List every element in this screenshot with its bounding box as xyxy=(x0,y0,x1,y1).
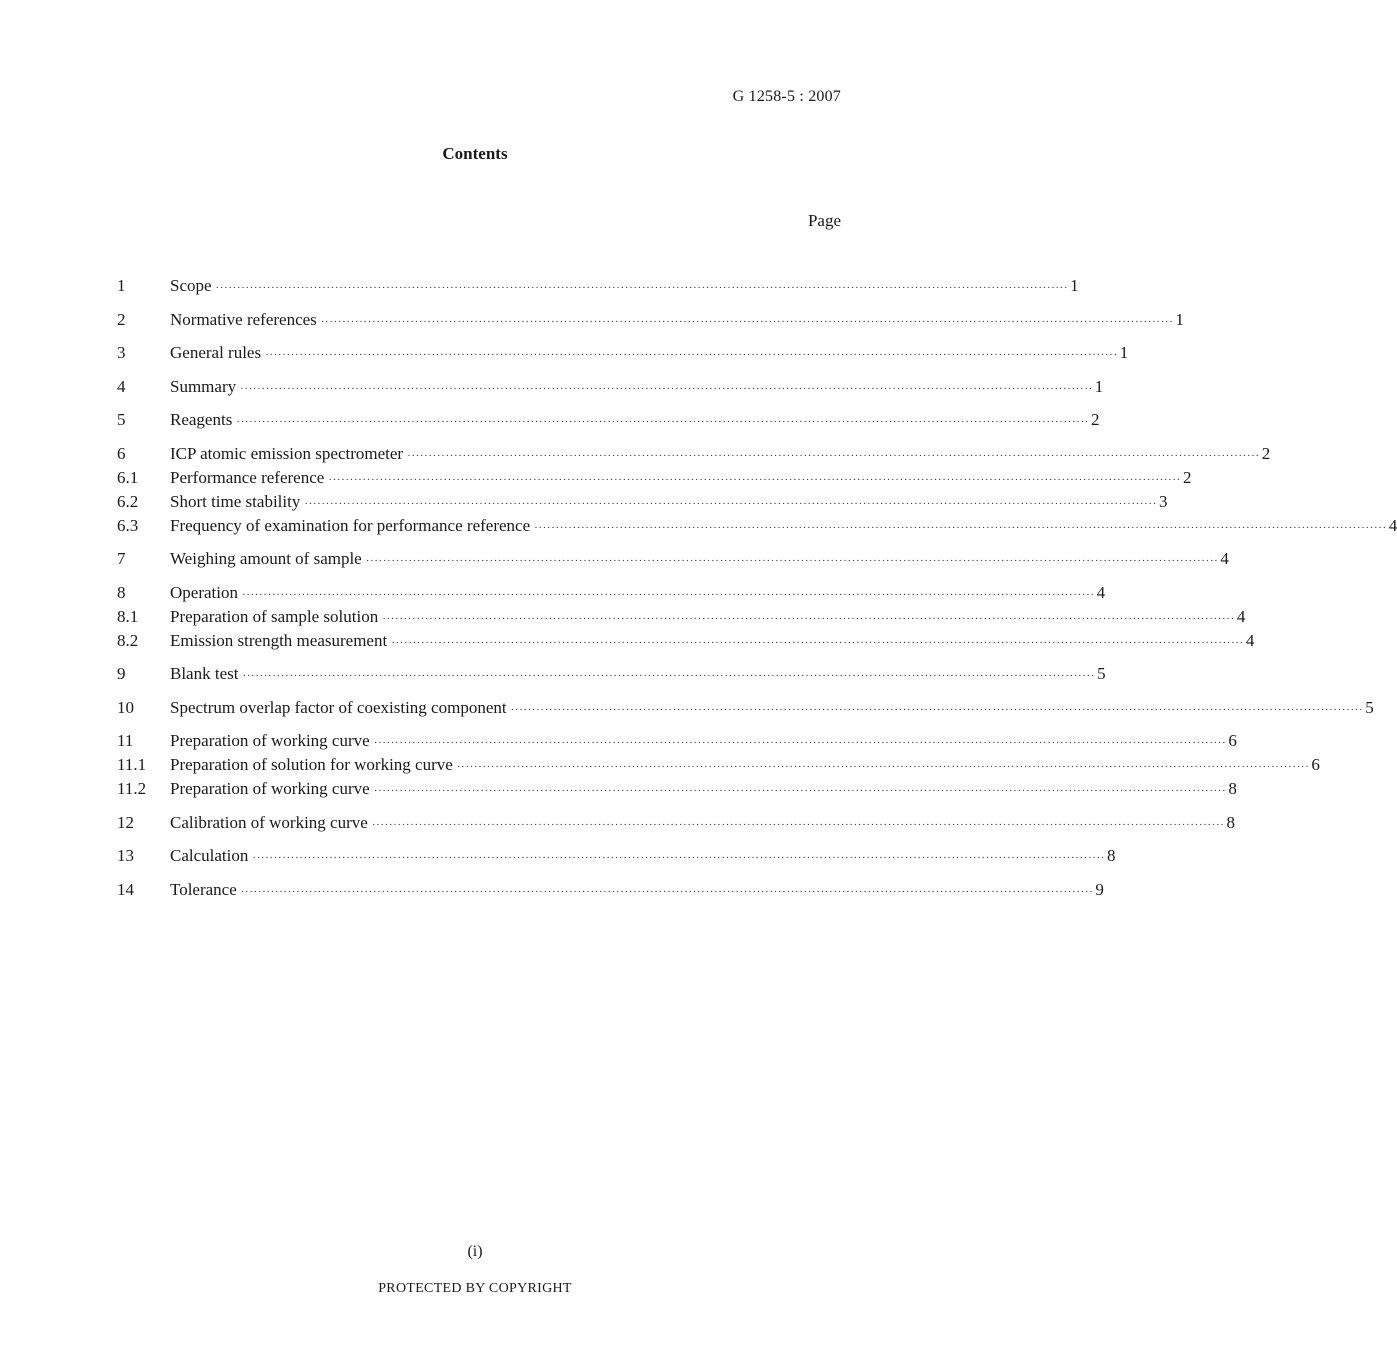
toc-entry-page: 3 xyxy=(1158,491,1168,511)
copyright-notice: PROTECTED BY COPYRIGHT xyxy=(378,1281,572,1296)
toc-entry[interactable] xyxy=(117,341,1129,365)
toc-entry-label: Preparation of solution for working curve xyxy=(170,755,453,774)
dot-leader: ········································································································································································································ xyxy=(265,349,1118,361)
toc-entry-number: 6.2 xyxy=(117,491,139,511)
toc-entry-number: 5 xyxy=(117,410,126,429)
toc-entry[interactable] xyxy=(117,466,1192,490)
toc-entry[interactable] xyxy=(117,696,1374,720)
toc-entry-label: Preparation of working curve xyxy=(170,779,370,798)
toc-entry-label: Preparation of working curve xyxy=(170,731,370,750)
toc-entry-page: 1 xyxy=(1175,309,1184,329)
toc-entry-number: 11.2 xyxy=(117,779,147,798)
dot-leader: ········································································································································································································ xyxy=(328,473,1181,486)
toc-entry-page: 4 xyxy=(1245,630,1255,650)
dot-leader: ········································································································································································································ xyxy=(240,382,1093,395)
dot-leader: ········································································································································································································ xyxy=(391,636,1244,649)
toc-entry-label: Preparation of sample solution xyxy=(170,606,379,626)
toc-entry-label: Calibration of working curve xyxy=(170,812,368,832)
toc-entry-number: 8 xyxy=(117,582,126,602)
dot-leader: ········································································································································································································ xyxy=(373,737,1227,749)
dot-leader: ········································································································································································································ xyxy=(304,497,1157,510)
toc-entry-label: Frequency of examination for performance reference xyxy=(170,515,531,535)
toc-entry-page: 5 xyxy=(1365,697,1374,717)
toc-entry-number: 6.1 xyxy=(117,467,139,487)
toc-entry-page: 9 xyxy=(1095,879,1104,899)
toc-entry-page: 4 xyxy=(1096,582,1106,602)
toc-entry-number: 10 xyxy=(117,697,134,717)
toc-entry-label: Operation xyxy=(170,582,238,602)
dot-leader: ········································································································································································································ xyxy=(252,852,1105,864)
toc-entry-number: 11.1 xyxy=(117,755,147,774)
toc-entry-page: 6 xyxy=(1311,755,1320,774)
toc-entry-number: 6.3 xyxy=(117,515,139,535)
dot-leader: ········································································································································································································ xyxy=(382,612,1235,625)
toc-entry-page: 6 xyxy=(1228,731,1237,750)
toc-entry-number: 12 xyxy=(117,812,134,832)
table-of-contents xyxy=(117,274,1397,902)
toc-entry-page: 2 xyxy=(1090,410,1100,429)
toc-entry-number: 13 xyxy=(117,846,134,865)
toc-entry[interactable] xyxy=(117,375,1104,399)
toc-entry-label: ICP atomic emission spectrometer xyxy=(170,443,404,463)
toc-entry[interactable] xyxy=(117,629,1255,653)
toc-entry[interactable] xyxy=(117,605,1246,629)
dot-leader: ········································································································································································································ xyxy=(365,555,1219,567)
toc-entry-page: 1 xyxy=(1119,343,1129,362)
toc-entry-number: 8.2 xyxy=(117,630,139,650)
dot-leader: ········································································································································································································ xyxy=(320,315,1174,328)
toc-entry-number: 11 xyxy=(117,731,134,750)
toc-entry-number: 7 xyxy=(117,549,126,568)
toc-entry[interactable] xyxy=(117,844,1116,868)
toc-entry[interactable] xyxy=(117,274,1079,298)
toc-entry[interactable] xyxy=(117,811,1235,835)
toc-entry-label: Summary xyxy=(170,376,237,396)
dot-leader: ········································································································································································································ xyxy=(373,785,1227,797)
toc-entry-label: Spectrum overlap factor of coexisting component xyxy=(170,697,507,717)
toc-entry-label: Scope xyxy=(170,276,212,295)
page-folio: (i) xyxy=(467,1243,483,1260)
page-column-label: Page xyxy=(807,211,841,230)
toc-entry[interactable] xyxy=(117,547,1229,571)
dot-leader: ········································································································································································································ xyxy=(215,282,1069,294)
toc-entry-page: 8 xyxy=(1228,779,1237,798)
toc-entry-label: Short time stability xyxy=(170,491,301,511)
toc-entry[interactable] xyxy=(117,408,1100,432)
toc-entry-page: 4 xyxy=(1220,549,1229,568)
dot-leader: ········································································································································································································ xyxy=(510,703,1364,716)
page-title: Contents xyxy=(442,144,508,163)
toc-entry-page: 1 xyxy=(1070,276,1079,295)
dot-leader: ········································································································································································································ xyxy=(407,449,1260,462)
toc-entry-label: Performance reference xyxy=(170,467,325,487)
toc-entry-page: 8 xyxy=(1226,812,1235,832)
toc-entry-number: 6 xyxy=(117,443,126,463)
toc-entry-number: 3 xyxy=(117,343,126,362)
toc-entry-label: Blank test xyxy=(170,664,239,683)
toc-entry-number: 2 xyxy=(117,309,126,329)
toc-entry[interactable] xyxy=(117,662,1106,686)
toc-entry-number: 9 xyxy=(117,664,126,683)
dot-leader: ········································································································································································································ xyxy=(456,761,1310,773)
toc-entry-label: Weighing amount of sample xyxy=(170,549,362,568)
toc-entry-label: Tolerance xyxy=(170,879,237,899)
toc-entry[interactable] xyxy=(117,581,1106,605)
toc-entry-page: 8 xyxy=(1107,846,1116,865)
document-id: G 1258-5 : 2007 xyxy=(732,88,841,105)
toc-entry[interactable] xyxy=(117,442,1271,466)
toc-entry-number: 1 xyxy=(117,276,126,295)
dot-leader: ········································································································································································································ xyxy=(236,416,1089,428)
dot-leader: ········································································································································································································ xyxy=(371,818,1225,831)
toc-entry-label: Normative references xyxy=(170,309,317,329)
toc-entry[interactable] xyxy=(117,729,1237,753)
toc-entry-page: 1 xyxy=(1094,376,1104,396)
toc-entry-label: Reagents xyxy=(170,410,233,429)
toc-entry-label: Calculation xyxy=(170,846,249,865)
toc-entry-page: 4 xyxy=(1388,515,1397,535)
toc-entry-number: 8.1 xyxy=(117,606,139,626)
toc-entry[interactable] xyxy=(117,777,1237,801)
toc-entry[interactable] xyxy=(117,514,1397,538)
dot-leader: ········································································································································································································ xyxy=(242,670,1096,682)
dot-leader: ········································································································································································································ xyxy=(241,588,1095,601)
dot-leader: ········································································································································································································ xyxy=(240,885,1094,898)
toc-entry[interactable] xyxy=(117,753,1320,777)
toc-entry-label: Emission strength measurement xyxy=(170,630,388,650)
toc-entry-page: 2 xyxy=(1182,467,1192,487)
toc-entry[interactable] xyxy=(117,878,1104,902)
toc-entry-number: 14 xyxy=(117,879,134,899)
toc-entry-page: 2 xyxy=(1261,443,1271,463)
toc-entry-page: 5 xyxy=(1097,664,1106,683)
toc-entry-number: 4 xyxy=(117,376,126,396)
dot-leader: ········································································································································································································ xyxy=(534,521,1387,534)
toc-entry-label: General rules xyxy=(170,343,262,362)
toc-entry[interactable] xyxy=(117,490,1168,514)
toc-entry[interactable] xyxy=(117,308,1184,332)
toc-entry-page: 4 xyxy=(1236,606,1246,626)
